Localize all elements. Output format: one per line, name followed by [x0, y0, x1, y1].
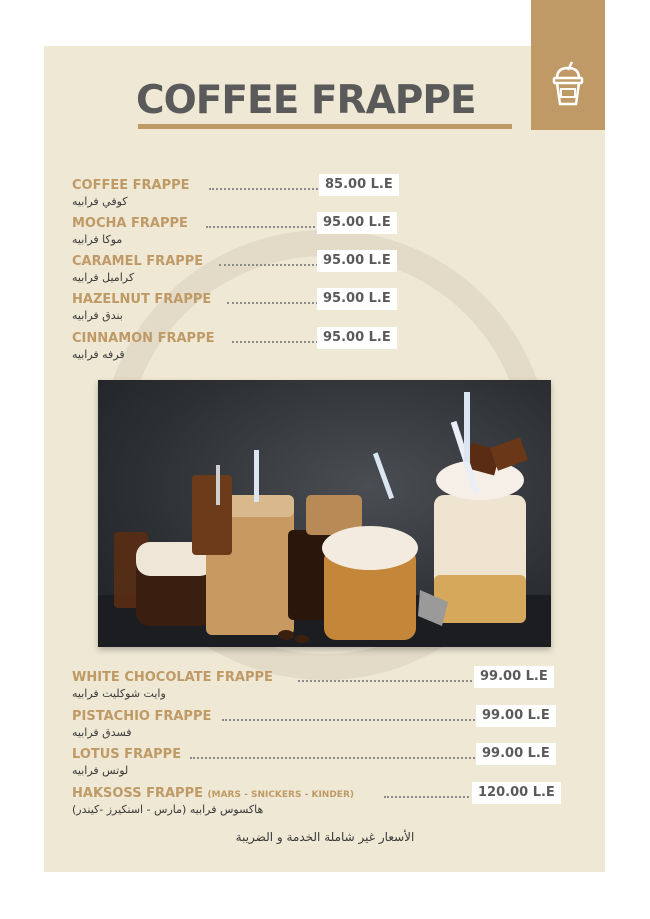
item-price: 99.00 L.E [474, 666, 554, 688]
item-name: LOTUS FRAPPE [72, 747, 182, 762]
leader-dots [298, 680, 472, 682]
item-arabic: فسدق فرابيه [72, 726, 132, 739]
item-name: CINNAMON FRAPPE [72, 331, 215, 346]
page-title: COFFEE FRAPPE [136, 78, 476, 123]
item-name: COFFEE FRAPPE [72, 178, 190, 193]
header-tab [531, 0, 605, 130]
frappe-cup-icon [548, 60, 588, 108]
item-name: PISTACHIO FRAPPE [72, 709, 212, 724]
leader-dots [384, 796, 469, 798]
item-price: 95.00 L.E [317, 212, 397, 234]
item-price: 99.00 L.E [476, 705, 556, 727]
item-price: 99.00 L.E [476, 743, 556, 765]
item-arabic: وايت شوكليت فرابيه [72, 687, 166, 700]
frappe-photo [98, 380, 551, 647]
item-name: WHITE CHOCOLATE FRAPPE [72, 670, 273, 685]
item-arabic: كوفي فرابيه [72, 195, 128, 208]
item-price: 95.00 L.E [317, 327, 397, 349]
item-arabic: قرفه فرابيه [72, 348, 125, 361]
item-name: MOCHA FRAPPE [72, 216, 188, 231]
item-name [72, 786, 354, 803]
item-arabic: لوتس فرابيه [72, 764, 129, 777]
item-price: 95.00 L.E [317, 288, 397, 310]
item-name: CARAMEL FRAPPE [72, 254, 204, 269]
leader-dots [222, 719, 475, 721]
item-price: 85.00 L.E [319, 174, 399, 196]
item-name-sub: (MARS - SNICKERS - KINDER) [207, 790, 354, 800]
item-price: 95.00 L.E [317, 250, 397, 272]
item-arabic: هاكسوس فرابيه (مارس - اسنكيرز -كيندر) [72, 803, 264, 816]
item-arabic: بندق فرابيه [72, 309, 123, 322]
title-underline [138, 124, 512, 129]
footer-note: الأسعار غير شاملة الخدمة و الضريبة [235, 830, 415, 844]
item-price: 120.00 L.E [472, 782, 561, 804]
item-arabic: كراميل فرابيه [72, 271, 135, 284]
item-name: HAZELNUT FRAPPE [72, 292, 212, 307]
item-name-main: HAKSOSS FRAPPE [72, 786, 203, 801]
leader-dots [190, 757, 475, 759]
item-arabic: موكا فرابيه [72, 233, 123, 246]
